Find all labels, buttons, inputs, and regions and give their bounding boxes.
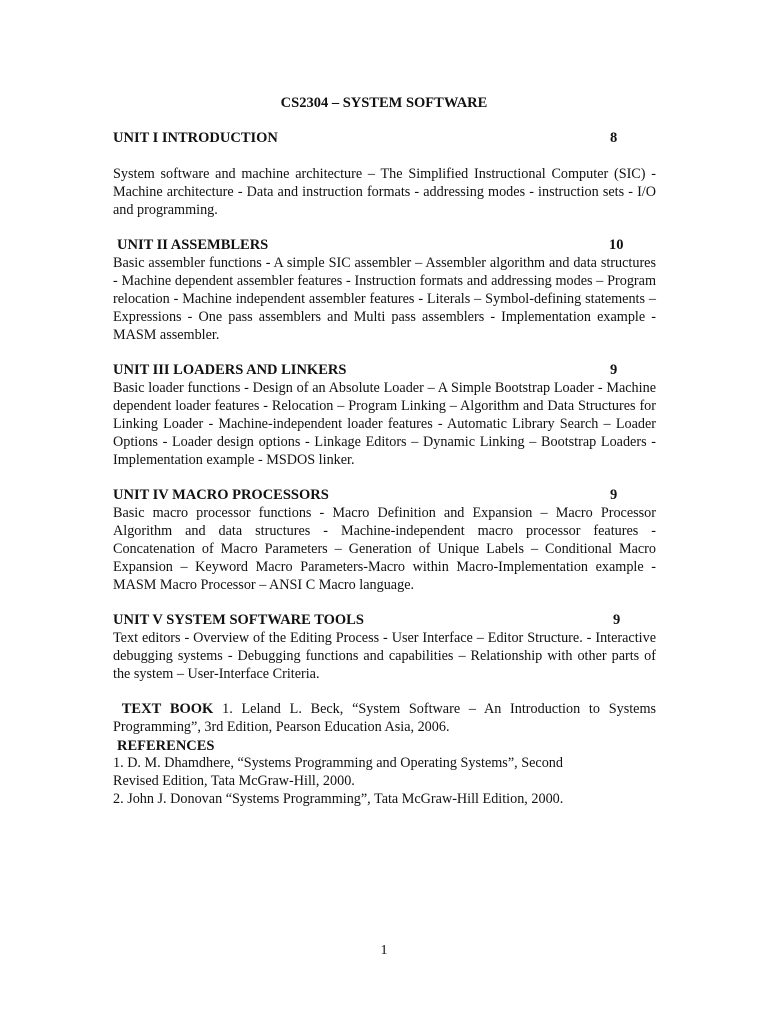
course-title: CS2304 – SYSTEM SOFTWARE [280,95,488,111]
unit-3-title: UNIT III LOADERS AND LINKERS [113,362,347,378]
unit-2-description: Basic assembler functions - A simple SIC assembler – Assembler algorithm and data structures - Machine dependent assembler features - Instruction formats and addressing modes – Program relocation - Machine independent assembler features - Literals – Symbol-defining statements – Expressions - One pass assemblers and Multi pass assemblers - Implementation example - MASM assembler. [113,255,656,343]
unit-5-heading [113,611,627,629]
unit-5-description: Text editors - Overview of the Editing Process - User Interface – Editor Structure. - Interactive debugging systems - Debugging functions and capabilities – Relationship with other parts of the system – User-Interface Criteria. [113,630,656,682]
unit-4-description: Basic macro processor functions - Macro Definition and Expansion – Macro Processor Algorithm and data structures - Machine-independent macro processor features - Concatenation of Macro Parameters – Generation of Unique Labels – Conditional Macro Expansion – Keyword Macro Parameters-Macro within Macro-Implementation example - MASM Macro Processor – ANSI C Macro language. [113,505,656,593]
unit-1-title: UNIT I INTRODUCTION [113,130,278,146]
unit-2-hours: 10 [609,237,624,253]
reference-line: 1. D. M. Dhamdhere, “Systems Programming and Operating Systems”, Second [113,755,563,771]
unit-1-heading [113,129,627,147]
unit-4-hours: 9 [610,487,618,503]
unit-5-title: UNIT V SYSTEM SOFTWARE TOOLS [113,612,364,628]
unit-3-heading [113,361,627,379]
unit-2-heading [117,236,631,254]
textbook-text: 1. Leland L. Beck, “System Software – An Introduction to Systems Programming”, 3rd Edition, Pearson Education Asia, 2006. [113,701,657,735]
references-heading: REFERENCES [117,738,215,754]
unit-4-heading [113,486,627,504]
unit-1-description: System software and machine architecture – The Simplified Instructional Computer (SIC) - Machine architecture - Data and instruction formats - addressing modes - instruction sets - I/O and programming. [113,166,656,218]
unit-4-title: UNIT IV MACRO PROCESSORS [113,487,329,503]
reference-line: Revised Edition, Tata McGraw-Hill, 2000. [113,773,355,789]
unit-5-hours: 9 [613,612,621,628]
page-number: 1 [380,943,388,958]
unit-2-title: UNIT II ASSEMBLERS [117,237,269,253]
textbook-label: TEXT BOOK [121,701,214,717]
reference-line: 2. John J. Donovan “Systems Programming”, Tata McGraw-Hill Edition, 2000. [113,791,564,807]
textbook-entry [113,700,656,736]
unit-3-description: Basic loader functions - Design of an Absolute Loader – A Simple Bootstrap Loader - Machine dependent loader features - Relocation – Program Linking – Algorithm and Data Structures for Linking Loader - Machine-independent loader features - Automatic Library Search – Loader Options - Loader design options - Linkage Editors – Dynamic Linking – Bootstrap Loaders - Implementation example - MSDOS linker. [113,380,656,468]
unit-1-hours: 8 [610,130,618,146]
unit-3-hours: 9 [610,362,618,378]
